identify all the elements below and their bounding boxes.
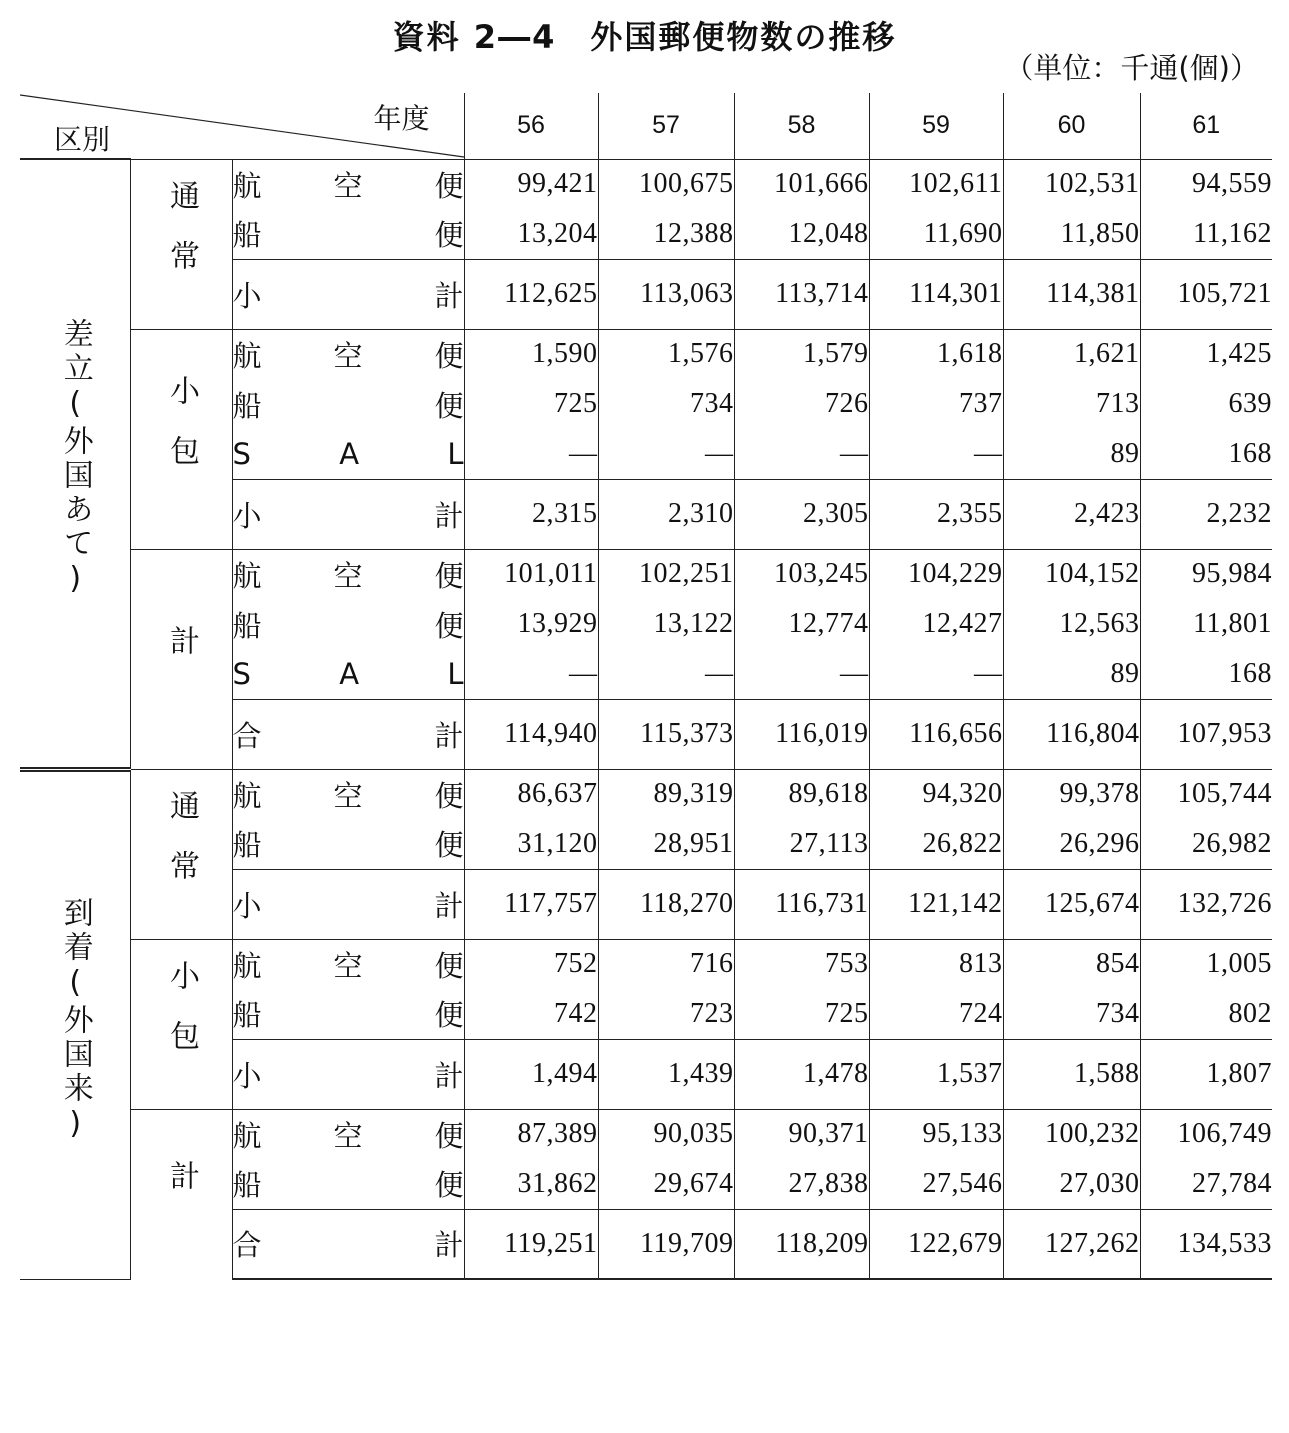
row-label-char: L [447, 656, 464, 691]
section-label: 差立(外国あて) [57, 318, 93, 601]
value-cell: 11,801 [1140, 599, 1272, 649]
value-cell: 95,133 [869, 1109, 1003, 1159]
row-label-char: 航 [232, 778, 262, 813]
value-cell: 27,030 [1003, 1159, 1140, 1209]
value-cell: 1,579 [734, 329, 869, 379]
value-cell: — [869, 649, 1003, 699]
row-label-cell [232, 869, 464, 939]
row-label-char: A [339, 656, 360, 691]
value-cell: 99,421 [464, 159, 598, 209]
value-cell: 639 [1140, 379, 1272, 429]
year-header: 56 [464, 93, 598, 159]
value-cell: 13,929 [464, 599, 598, 649]
row-label-cell [232, 1039, 464, 1109]
group-label-cell [130, 769, 232, 939]
value-cell: 725 [734, 989, 869, 1039]
row-label-char: 船 [232, 218, 262, 253]
value-cell: 742 [464, 989, 598, 1039]
value-cell: — [598, 649, 734, 699]
row-label [233, 1163, 464, 1204]
row-label-cell [232, 379, 464, 429]
value-cell: 119,709 [598, 1209, 734, 1279]
value-cell: 2,423 [1003, 479, 1140, 549]
group-label: 通常 [164, 180, 199, 300]
row-label-char: 計 [434, 888, 464, 923]
row-label-char: 船 [232, 828, 262, 863]
value-cell: 713 [1003, 379, 1140, 429]
row-label [233, 437, 464, 471]
value-cell: — [734, 429, 869, 479]
value-cell: 89,319 [598, 769, 734, 819]
value-cell: 100,675 [598, 159, 734, 209]
value-cell: 1,478 [734, 1039, 869, 1109]
value-cell: 1,425 [1140, 329, 1272, 379]
value-cell: 753 [734, 939, 869, 989]
row-label-char: 小 [232, 888, 262, 923]
row-label-char: 便 [434, 338, 464, 373]
row-label [233, 823, 464, 864]
value-cell: 27,784 [1140, 1159, 1272, 1209]
row-label-cell [232, 159, 464, 209]
row-label-char: 便 [434, 388, 464, 423]
table-row [20, 329, 1272, 379]
value-cell: 86,637 [464, 769, 598, 819]
year-header: 60 [1003, 93, 1140, 159]
row-label [233, 884, 464, 925]
row-label-char: 船 [232, 1168, 262, 1203]
value-cell: 113,063 [598, 259, 734, 329]
value-cell: 734 [598, 379, 734, 429]
row-label-char: 航 [232, 1118, 262, 1153]
value-cell: — [598, 429, 734, 479]
group-label: 計 [164, 625, 199, 685]
row-label-cell [232, 429, 464, 479]
value-cell: 12,388 [598, 209, 734, 259]
value-cell: 13,122 [598, 599, 734, 649]
value-cell: 89 [1003, 649, 1140, 699]
value-cell: 105,721 [1140, 259, 1272, 329]
row-label [233, 494, 464, 535]
group-label: 計 [164, 1160, 199, 1221]
unit-label: （単位：千通(個)） [1004, 51, 1259, 85]
value-cell: 113,714 [734, 259, 869, 329]
row-label [233, 993, 464, 1034]
table-row [20, 159, 1272, 209]
row-label-char: A [339, 436, 360, 471]
row-label [233, 1054, 464, 1095]
value-cell: 1,590 [464, 329, 598, 379]
value-cell: 114,940 [464, 699, 598, 769]
row-label-char: 空 [333, 168, 363, 203]
value-cell: 734 [1003, 989, 1140, 1039]
value-cell: 95,984 [1140, 549, 1272, 599]
value-cell: 725 [464, 379, 598, 429]
value-cell: 724 [869, 989, 1003, 1039]
value-cell: 13,204 [464, 209, 598, 259]
row-label-char: 便 [434, 998, 464, 1033]
value-cell: 87,389 [464, 1109, 598, 1159]
row-label-char: 便 [434, 778, 464, 813]
row-label-char: 航 [232, 948, 262, 983]
value-cell: 11,162 [1140, 209, 1272, 259]
value-cell: 116,019 [734, 699, 869, 769]
value-cell: 117,757 [464, 869, 598, 939]
row-label-cell [232, 259, 464, 329]
row-label [233, 714, 464, 755]
value-cell: 723 [598, 989, 734, 1039]
group-label-cell [130, 549, 232, 769]
row-label-cell [232, 989, 464, 1039]
row-label-char: 小 [232, 278, 262, 313]
table-row [20, 1109, 1272, 1159]
value-cell: 1,618 [869, 329, 1003, 379]
table-row [20, 939, 1272, 989]
row-label-cell [232, 769, 464, 819]
value-cell: — [734, 649, 869, 699]
row-label-cell [232, 209, 464, 259]
row-label [233, 1223, 464, 1264]
row-label-char: 空 [333, 558, 363, 593]
value-cell: 115,373 [598, 699, 734, 769]
value-cell: 26,822 [869, 819, 1003, 869]
value-cell: — [464, 649, 598, 699]
value-cell: 2,232 [1140, 479, 1272, 549]
row-label [233, 164, 464, 205]
value-cell: 107,953 [1140, 699, 1272, 769]
row-label-cell [232, 329, 464, 379]
row-label-cell [232, 549, 464, 599]
value-cell: 90,035 [598, 1109, 734, 1159]
group-label-cell [130, 939, 232, 1109]
value-cell: 94,559 [1140, 159, 1272, 209]
value-cell: 1,537 [869, 1039, 1003, 1109]
row-label-char: 計 [434, 498, 464, 533]
value-cell: 1,494 [464, 1039, 598, 1109]
value-cell: 102,251 [598, 549, 734, 599]
value-cell: 737 [869, 379, 1003, 429]
row-label-cell [232, 1209, 464, 1279]
value-cell: 26,982 [1140, 819, 1272, 869]
row-label-char: 航 [232, 168, 262, 203]
mail-volume-table [20, 93, 1272, 1280]
group-label: 通常 [164, 790, 199, 910]
value-cell: 2,355 [869, 479, 1003, 549]
value-cell: 104,152 [1003, 549, 1140, 599]
value-cell: 12,048 [734, 209, 869, 259]
value-cell: 11,850 [1003, 209, 1140, 259]
value-cell: 27,113 [734, 819, 869, 869]
row-label-cell [232, 1109, 464, 1159]
value-cell: 89,618 [734, 769, 869, 819]
row-label-char: S [232, 656, 251, 691]
value-cell: 101,011 [464, 549, 598, 599]
row-label-char: 小 [232, 1058, 262, 1093]
value-cell: 101,666 [734, 159, 869, 209]
value-cell: 90,371 [734, 1109, 869, 1159]
header-row [20, 93, 1272, 159]
value-cell: 854 [1003, 939, 1140, 989]
row-label-char: L [447, 436, 464, 471]
value-cell: 122,679 [869, 1209, 1003, 1279]
row-label-char: S [232, 436, 251, 471]
value-cell: 106,749 [1140, 1109, 1272, 1159]
value-cell: 132,726 [1140, 869, 1272, 939]
table-body [20, 159, 1272, 1279]
value-cell: 802 [1140, 989, 1272, 1039]
row-label-char: 便 [434, 218, 464, 253]
value-cell: 127,262 [1003, 1209, 1140, 1279]
value-cell: 89 [1003, 429, 1140, 479]
value-cell: 813 [869, 939, 1003, 989]
row-label-char: 航 [232, 338, 262, 373]
row-label-char: 船 [232, 608, 262, 643]
group-label-cell [130, 329, 232, 549]
row-label-cell [232, 699, 464, 769]
value-cell: 1,588 [1003, 1039, 1140, 1109]
section-label-cell [20, 769, 130, 1279]
value-cell: 119,251 [464, 1209, 598, 1279]
row-label-char: 合 [232, 1228, 262, 1263]
row-label-cell [232, 599, 464, 649]
value-cell: 1,621 [1003, 329, 1140, 379]
year-header-label: 年度 [373, 102, 430, 135]
value-cell: 2,305 [734, 479, 869, 549]
row-label-cell [232, 1159, 464, 1209]
value-cell: 116,731 [734, 869, 869, 939]
row-label [233, 657, 464, 691]
group-label-cell [130, 159, 232, 329]
value-cell: 118,270 [598, 869, 734, 939]
year-header: 58 [734, 93, 869, 159]
value-cell: 12,774 [734, 599, 869, 649]
value-cell: 1,005 [1140, 939, 1272, 989]
section-label-cell [20, 159, 130, 769]
row-label-char: 小 [232, 498, 262, 533]
row-label-char: 便 [434, 1118, 464, 1153]
row-label [233, 1114, 464, 1155]
value-cell: 114,381 [1003, 259, 1140, 329]
value-cell: 1,576 [598, 329, 734, 379]
row-label-char: 便 [434, 168, 464, 203]
value-cell: 26,296 [1003, 819, 1140, 869]
value-cell: 116,656 [869, 699, 1003, 769]
row-label [233, 554, 464, 595]
row-label [233, 384, 464, 425]
row-label-char: 便 [434, 948, 464, 983]
row-label-cell [232, 649, 464, 699]
section-label: 到着(外国来) [57, 897, 93, 1145]
value-cell: 27,838 [734, 1159, 869, 1209]
row-label [233, 334, 464, 375]
value-cell: 134,533 [1140, 1209, 1272, 1279]
value-cell: 27,546 [869, 1159, 1003, 1209]
value-cell: 1,807 [1140, 1039, 1272, 1109]
row-label [233, 213, 464, 254]
value-cell: 105,744 [1140, 769, 1272, 819]
row-label-char: 合 [232, 718, 262, 753]
value-cell: 99,378 [1003, 769, 1140, 819]
row-label-char: 船 [232, 388, 262, 423]
value-cell: 726 [734, 379, 869, 429]
year-header: 57 [598, 93, 734, 159]
row-label-cell [232, 819, 464, 869]
row-label-cell [232, 479, 464, 549]
value-cell: 125,674 [1003, 869, 1140, 939]
category-header-label: 区別 [54, 123, 111, 156]
value-cell: 168 [1140, 429, 1272, 479]
value-cell: 100,232 [1003, 1109, 1140, 1159]
value-cell: 102,611 [869, 159, 1003, 209]
row-label-char: 便 [434, 608, 464, 643]
row-label [233, 774, 464, 815]
value-cell: 12,427 [869, 599, 1003, 649]
value-cell: — [464, 429, 598, 479]
value-cell: 94,320 [869, 769, 1003, 819]
row-label-char: 空 [333, 948, 363, 983]
value-cell: 2,310 [598, 479, 734, 549]
row-label-char: 空 [333, 778, 363, 813]
row-label-char: 計 [434, 278, 464, 313]
value-cell: 12,563 [1003, 599, 1140, 649]
table-row [20, 769, 1272, 819]
value-cell: 1,439 [598, 1039, 734, 1109]
row-label-char: 便 [434, 828, 464, 863]
row-label [233, 274, 464, 315]
value-cell: 112,625 [464, 259, 598, 329]
value-cell: 114,301 [869, 259, 1003, 329]
value-cell: 2,315 [464, 479, 598, 549]
row-label [233, 944, 464, 985]
value-cell: 752 [464, 939, 598, 989]
year-header: 61 [1140, 93, 1272, 159]
value-cell: — [869, 429, 1003, 479]
value-cell: 11,690 [869, 209, 1003, 259]
value-cell: 716 [598, 939, 734, 989]
row-label-char: 計 [434, 1228, 464, 1263]
year-header: 59 [869, 93, 1003, 159]
value-cell: 118,209 [734, 1209, 869, 1279]
value-cell: 168 [1140, 649, 1272, 699]
value-cell: 28,951 [598, 819, 734, 869]
group-label: 小包 [164, 375, 199, 495]
page-title: 資料 2―4 外国郵便物数の推移 [392, 18, 897, 56]
row-label-char: 便 [434, 1168, 464, 1203]
row-label-char: 便 [434, 558, 464, 593]
value-cell: 31,120 [464, 819, 598, 869]
group-label-cell [130, 1109, 232, 1279]
row-label-char: 計 [434, 1058, 464, 1093]
table-row [20, 549, 1272, 599]
value-cell: 31,862 [464, 1159, 598, 1209]
row-label-char: 空 [333, 1118, 363, 1153]
group-label: 小包 [164, 960, 199, 1080]
header-corner [20, 93, 464, 159]
row-label-char: 計 [434, 718, 464, 753]
row-label-char: 航 [232, 558, 262, 593]
value-cell: 103,245 [734, 549, 869, 599]
row-label [233, 604, 464, 645]
value-cell: 29,674 [598, 1159, 734, 1209]
value-cell: 116,804 [1003, 699, 1140, 769]
value-cell: 102,531 [1003, 159, 1140, 209]
value-cell: 104,229 [869, 549, 1003, 599]
row-label-char: 空 [333, 338, 363, 373]
value-cell: 121,142 [869, 869, 1003, 939]
row-label-cell [232, 939, 464, 989]
row-label-char: 船 [232, 998, 262, 1033]
